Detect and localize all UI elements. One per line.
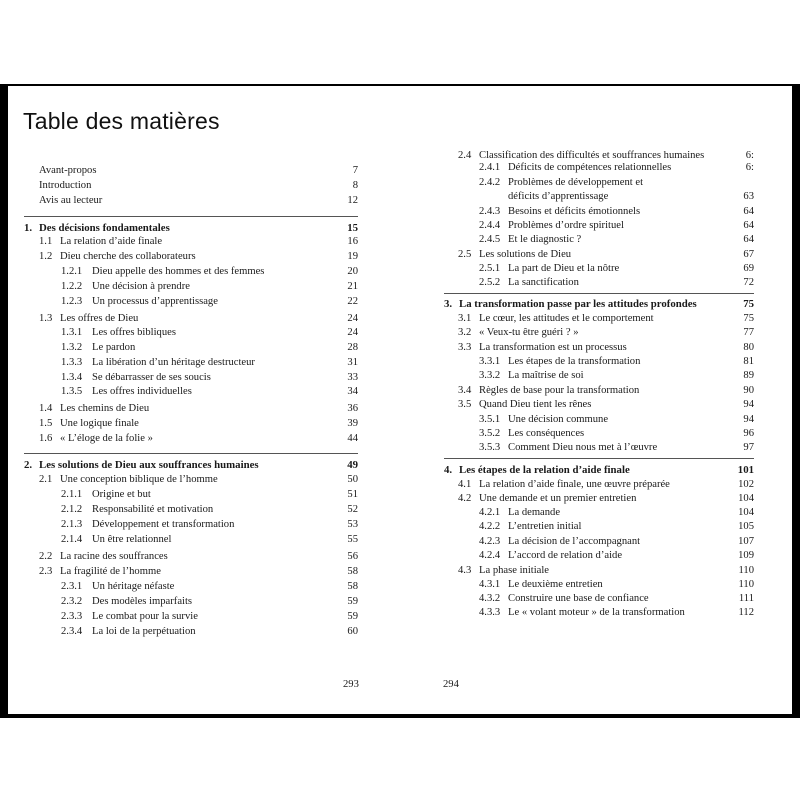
toc-page-number: 24	[347, 327, 358, 338]
toc-section-number: 2.4.5	[479, 234, 501, 245]
toc-section-number: 1.5	[39, 418, 53, 429]
toc-section-number: 3.3.2	[479, 370, 501, 381]
toc-section-number: 3.	[444, 298, 453, 310]
toc-section-title: La maîtrise de soi	[508, 370, 584, 381]
toc-entry	[24, 402, 358, 416]
toc-entry	[444, 341, 754, 355]
toc-section-title: Une décision commune	[508, 414, 609, 425]
toc-section-number: 2.4.1	[479, 162, 501, 173]
toc-section-title: Et le diagnostic ?	[508, 234, 582, 245]
toc-section-title: Les offres individuelles	[92, 386, 192, 397]
toc-section-number: 1.3.2	[61, 342, 83, 353]
toc-section-number: 1.4	[39, 403, 53, 414]
toc-page-number: 102	[738, 479, 754, 490]
toc-entry	[444, 506, 754, 520]
toc-section-title: Le combat pour la survie	[92, 611, 198, 622]
toc-page-number: 31	[347, 357, 358, 368]
toc-page-number: 90	[743, 385, 754, 396]
toc-entry	[24, 580, 358, 594]
toc-section-number: 1.3.5	[61, 386, 83, 397]
toc-section-number: 4.3.3	[479, 607, 501, 618]
toc-entry	[444, 520, 754, 534]
toc-entry	[24, 179, 358, 193]
toc-section-title: L’accord de relation d’aide	[508, 550, 623, 561]
toc-entry	[444, 219, 754, 233]
toc-section-title: Le « volant moteur » de la transformation	[508, 607, 685, 618]
toc-entry	[444, 535, 754, 549]
toc-entry	[444, 205, 754, 219]
toc-entry	[24, 356, 358, 370]
toc-section-title: Classification des difficultés et souffrances humaines	[479, 150, 705, 161]
toc-section-title: L’entretien initial	[508, 521, 582, 532]
toc-page-number: 63	[743, 191, 754, 202]
toc-section-title: Le pardon	[92, 342, 136, 353]
toc-section-number: 2.5.1	[479, 263, 501, 274]
toc-entry	[444, 276, 754, 290]
toc-page-number: 104	[738, 507, 754, 518]
toc-section-title: La phase initiale	[479, 565, 550, 576]
toc-page-number: 59	[347, 611, 358, 622]
toc-section-title: déficits d’apprentissage	[508, 191, 609, 202]
toc-section-number: 4.2	[458, 493, 472, 504]
toc-page-number: 72	[743, 277, 754, 288]
toc-page-number: 20	[347, 266, 358, 277]
toc-section-number: 4.2.3	[479, 536, 501, 547]
toc-page-number: 21	[347, 281, 358, 292]
toc-page-number: 77	[743, 327, 754, 338]
toc-entry	[24, 533, 358, 547]
toc-section-title: Les chemins de Dieu	[60, 403, 150, 414]
toc-entry	[24, 417, 358, 431]
toc-entry	[24, 341, 358, 355]
toc-section-title: Les étapes de la transformation	[508, 356, 641, 367]
toc-page-number: 39	[347, 418, 358, 429]
toc-section-title: La part de Dieu et la nôtre	[508, 263, 620, 274]
toc-page-number: 12	[347, 195, 358, 206]
toc-entry	[444, 578, 754, 592]
toc-section-title: Les solutions de Dieu	[479, 249, 572, 260]
toc-section-number: 2.1	[39, 474, 53, 485]
toc-section-title: Développement et transformation	[92, 519, 235, 530]
toc-entry	[24, 473, 358, 487]
toc-page-number: 6:	[745, 150, 754, 161]
toc-entry	[444, 413, 754, 427]
toc-section-title: Responsabilité et motivation	[92, 504, 214, 515]
toc-entry	[444, 384, 754, 398]
toc-entry	[444, 564, 754, 578]
toc-page-number: 75	[743, 298, 754, 310]
toc-section-number: 3.4	[458, 385, 472, 396]
toc-section-title: Problèmes d’ordre spirituel	[508, 220, 624, 231]
toc-entry	[24, 250, 358, 264]
toc-section-title: « Veux-tu être guéri ? »	[479, 327, 579, 338]
toc-page-number: 55	[347, 534, 358, 545]
toc-entry	[24, 280, 358, 294]
toc-page-number: 69	[743, 263, 754, 274]
toc-section-number: 4.3.2	[479, 593, 501, 604]
toc-entry	[444, 492, 754, 506]
toc-chapter	[444, 463, 754, 477]
toc-section-number: 1.1	[39, 236, 53, 247]
toc-entry	[24, 194, 358, 208]
toc-section-title: La libération d’un héritage destructeur	[92, 357, 255, 368]
toc-section-title: Les conséquences	[508, 428, 585, 439]
toc-section-number: 2.2	[39, 551, 53, 562]
toc-section-title: La relation d’aide finale, une œuvre préparée	[479, 479, 670, 490]
toc-section-number: 2.1.3	[61, 519, 83, 530]
toc-entry	[24, 295, 358, 309]
toc-section-number: 1.2.2	[61, 281, 83, 292]
toc-section-title: La décision de l’accompagnant	[508, 536, 641, 547]
toc-section-title: La transformation est un processus	[479, 342, 627, 353]
toc-section-number: 2.	[24, 459, 33, 471]
toc-section-title: La sanctification	[508, 277, 579, 288]
toc-section-number: 2.5.2	[479, 277, 501, 288]
toc-section-title: Une conception biblique de l’homme	[60, 474, 218, 485]
toc-section-number: 4.1	[458, 479, 472, 490]
toc-section-title: La loi de la perpétuation	[92, 626, 196, 637]
toc-entry	[24, 565, 358, 579]
toc-section-number: 3.5.3	[479, 442, 501, 453]
toc-section-title: Introduction	[39, 180, 92, 191]
toc-section-number: 4.2.1	[479, 507, 501, 518]
toc-section-number: 1.3.3	[61, 357, 83, 368]
toc-entry	[444, 248, 754, 262]
toc-section-title: Déficits de compétences relationnelles	[508, 162, 672, 173]
toc-entry	[24, 488, 358, 502]
toc-page-number: 80	[743, 342, 754, 353]
toc-section-title: Le cœur, les attitudes et le comportement	[479, 313, 654, 324]
toc-entry	[444, 427, 754, 441]
toc-entry	[444, 233, 754, 247]
toc-entry	[24, 625, 358, 639]
toc-entry	[444, 478, 754, 492]
toc-page-number: 97	[743, 442, 754, 453]
toc-section-title: Les offres bibliques	[92, 327, 176, 338]
toc-chapter	[444, 297, 754, 311]
toc-entry	[24, 610, 358, 624]
toc-section-number: 3.5.1	[479, 414, 501, 425]
toc-entry	[24, 595, 358, 609]
toc-page-number: 112	[738, 607, 754, 618]
toc-page-number: 89	[743, 370, 754, 381]
toc-page-number: 109	[738, 550, 754, 561]
toc-section-number: 4.	[444, 464, 453, 476]
toc-entry	[444, 441, 754, 455]
toc-page-number: 107	[738, 536, 754, 547]
toc-page-number: 64	[743, 234, 754, 245]
toc-section-number: 2.1.4	[61, 534, 83, 545]
toc-section-title: Les solutions de Dieu aux souffrances humaines	[39, 459, 259, 471]
toc-page-number: 59	[347, 596, 358, 607]
toc-section-number: 2.1.2	[61, 504, 83, 515]
toc-section-title: Un processus d’apprentissage	[92, 296, 218, 307]
toc-section-title: Un héritage néfaste	[92, 581, 175, 592]
toc-section-number: 1.3.4	[61, 372, 83, 383]
toc-page-number: 28	[347, 342, 358, 353]
toc-section-number: 4.2.4	[479, 550, 501, 561]
toc-section-number: 1.2	[39, 251, 53, 262]
toc-page-number: 94	[743, 399, 754, 410]
toc-page-number: 81	[743, 356, 754, 367]
toc-section-title: Se débarrasser de ses soucis	[92, 372, 211, 383]
toc-section-title: « L’éloge de la folie »	[60, 433, 153, 444]
toc-page-number: 94	[743, 414, 754, 425]
toc-section-title: Des décisions fondamentales	[39, 222, 170, 234]
toc-page-number: 96	[743, 428, 754, 439]
toc-page-number: 58	[347, 581, 358, 592]
toc-page-number: 51	[347, 489, 358, 500]
toc-section-number: 2.3.3	[61, 611, 83, 622]
toc-section-number: 3.3.1	[479, 356, 501, 367]
right-page-number: 294	[443, 679, 459, 690]
toc-section-number: 4.3.1	[479, 579, 501, 590]
toc-entry	[24, 265, 358, 279]
toc-section-title: Règles de base pour la transformation	[479, 385, 640, 396]
toc-section-number: 3.5	[458, 399, 472, 410]
toc-page-number: 60	[347, 626, 358, 637]
toc-entry	[444, 606, 754, 620]
toc-section-number: 4.2.2	[479, 521, 501, 532]
toc-entry	[24, 326, 358, 340]
toc-entry	[24, 235, 358, 249]
page-title: Table des matières	[23, 108, 220, 134]
toc-section-number: 2.4.4	[479, 220, 501, 231]
toc-page-number: 64	[743, 220, 754, 231]
toc-page-number: 53	[347, 519, 358, 530]
toc-section-number: 2.4.2	[479, 177, 501, 188]
toc-entry	[24, 518, 358, 532]
toc-entry	[24, 371, 358, 385]
toc-section-title: Besoins et déficits émotionnels	[508, 206, 641, 217]
toc-page-number: 58	[347, 566, 358, 577]
toc-page-number: 7	[352, 165, 358, 176]
toc-section-title: La racine des souffrances	[60, 551, 168, 562]
toc-entry	[444, 592, 754, 606]
toc-entry	[444, 398, 754, 412]
toc-entry	[444, 176, 754, 190]
toc-page-number: 22	[347, 296, 358, 307]
toc-entry	[444, 161, 754, 175]
toc-section-title: Dieu cherche des collaborateurs	[60, 251, 196, 262]
toc-section-title: Une décision à prendre	[92, 281, 190, 292]
toc-section-number: 2.4.3	[479, 206, 501, 217]
toc-page-number: 75	[743, 313, 754, 324]
toc-page-number: 16	[347, 236, 358, 247]
toc-page-number: 50	[347, 474, 358, 485]
toc-section-title: Problèmes de développement et	[508, 177, 644, 188]
toc-entry	[444, 312, 754, 326]
toc-section-number: 2.1.1	[61, 489, 83, 500]
toc-section-number: 2.3.1	[61, 581, 83, 592]
toc-page-number: 6:	[745, 162, 754, 173]
toc-page-number: 67	[743, 249, 754, 260]
toc-page-number: 44	[347, 433, 358, 444]
toc-section-title: Construire une base de confiance	[508, 593, 649, 604]
toc-page-number: 111	[738, 593, 754, 604]
toc-page-number: 8	[352, 180, 358, 191]
toc-section-number: 2.3.2	[61, 596, 83, 607]
toc-entry	[24, 550, 358, 564]
toc-section-title: La transformation passe par les attitudes profondes	[459, 298, 697, 310]
toc-entry	[444, 369, 754, 383]
toc-entry	[24, 312, 358, 326]
toc-section-title: Les offres de Dieu	[60, 313, 139, 324]
toc-entry	[24, 432, 358, 446]
toc-section-number: 2.3.4	[61, 626, 83, 637]
toc-section-title: Quand Dieu tient les rênes	[479, 399, 592, 410]
toc-page-number: 49	[347, 459, 358, 471]
toc-section-title: Un être relationnel	[92, 534, 172, 545]
toc-section-title: Dieu appelle des hommes et des femmes	[92, 266, 265, 277]
toc-section-title: La fragilité de l’homme	[60, 566, 161, 577]
toc-section-title: La demande	[508, 507, 561, 518]
toc-page-number: 36	[347, 403, 358, 414]
toc-section-title: Avant-propos	[39, 165, 97, 176]
toc-chapter	[24, 221, 358, 235]
toc-section-number: 3.2	[458, 327, 472, 338]
toc-section-title: Des modèles imparfaits	[92, 596, 193, 607]
toc-section-title: Le deuxième entretien	[508, 579, 603, 590]
toc-section-number: 1.6	[39, 433, 53, 444]
toc-section-number: 3.3	[458, 342, 472, 353]
toc-entry	[444, 190, 754, 204]
toc-page-number: 33	[347, 372, 358, 383]
left-page-number: 293	[343, 679, 359, 690]
toc-section-title: Une demande et un premier entretien	[479, 493, 637, 504]
toc-chapter	[24, 458, 358, 472]
toc-section-number: 2.3	[39, 566, 53, 577]
toc-page-number: 105	[738, 521, 754, 532]
toc-section-title: Comment Dieu nous met à l’œuvre	[508, 442, 658, 453]
toc-page-number: 56	[347, 551, 358, 562]
toc-section-title: La relation d’aide finale	[60, 236, 163, 247]
toc-entry	[24, 164, 358, 178]
toc-section-title: Une logique finale	[60, 418, 139, 429]
toc-page-number: 101	[737, 464, 754, 476]
toc-entry	[24, 385, 358, 399]
toc-page-number: 52	[347, 504, 358, 515]
toc-section-number: 1.2.3	[61, 296, 83, 307]
toc-page-number: 64	[743, 206, 754, 217]
toc-section-number: 1.2.1	[61, 266, 83, 277]
toc-entry	[444, 326, 754, 340]
toc-page-number: 110	[738, 579, 754, 590]
toc-section-number: 3.5.2	[479, 428, 501, 439]
toc-page-number: 15	[347, 222, 358, 234]
toc-section-number: 1.3.1	[61, 327, 83, 338]
toc-section-number: 2.5	[458, 249, 472, 260]
toc-section-number: 2.4	[458, 150, 472, 161]
toc-entry	[444, 549, 754, 563]
toc-entry	[24, 503, 358, 517]
toc-section-number: 1.3	[39, 313, 53, 324]
toc-section-number: 3.1	[458, 313, 472, 324]
toc-entry	[444, 262, 754, 276]
toc-section-title: Origine et but	[92, 489, 151, 500]
toc-section-title: Les étapes de la relation d’aide finale	[459, 464, 630, 476]
toc-page-number: 19	[347, 251, 358, 262]
toc-page-number: 104	[738, 493, 754, 504]
toc-entry	[444, 355, 754, 369]
toc-section-number: 1.	[24, 222, 33, 234]
toc-page-number: 24	[347, 313, 358, 324]
toc-page-number: 110	[738, 565, 754, 576]
toc-section-title: Avis au lecteur	[39, 195, 103, 206]
toc-section-number: 4.3	[458, 565, 472, 576]
toc-page-number: 34	[347, 386, 358, 397]
